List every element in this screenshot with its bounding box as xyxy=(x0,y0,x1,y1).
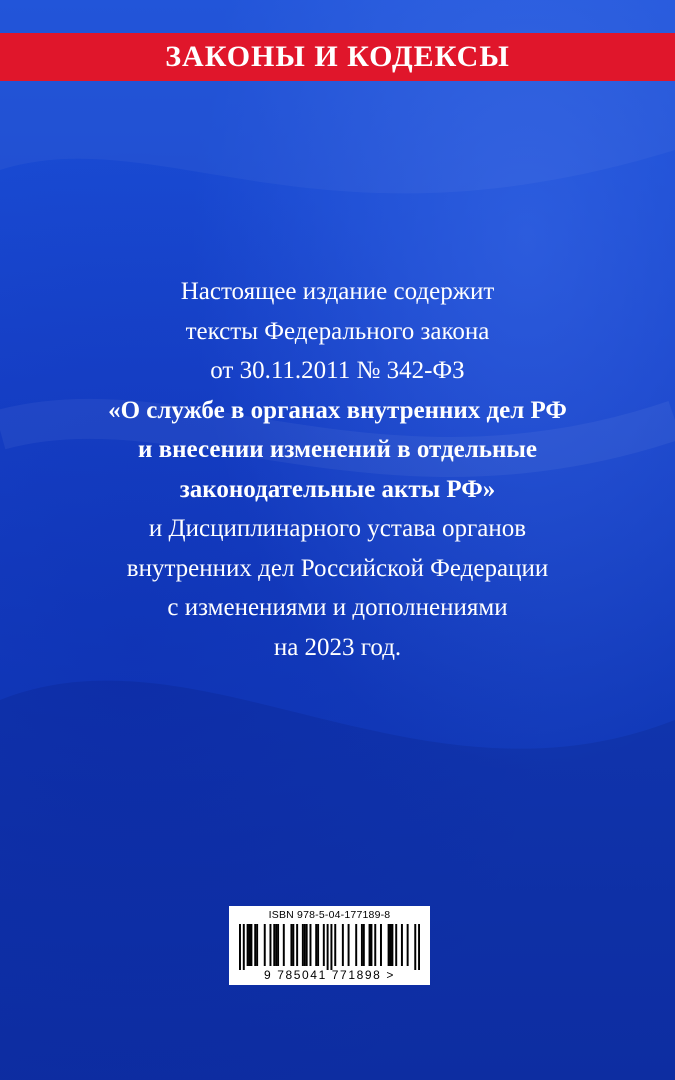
description-line: и Дисциплинарного устава органов xyxy=(148,515,527,542)
barcode-bar xyxy=(247,924,249,966)
barcode-bars xyxy=(239,924,420,970)
barcode-bar xyxy=(374,924,376,966)
description-line: на 2023 год. xyxy=(273,633,402,661)
isbn-barcode xyxy=(229,906,430,985)
barcode-bar xyxy=(327,924,329,970)
barcode-bar xyxy=(315,924,317,966)
barcode-bar xyxy=(309,924,311,966)
description-block xyxy=(20,272,655,667)
barcode-bar xyxy=(390,924,392,966)
barcode-bar xyxy=(302,924,304,966)
barcode-bar xyxy=(414,924,416,970)
description-line: от 30.11.2011 № 342-ФЗ xyxy=(210,357,465,384)
barcode-bar xyxy=(283,924,285,966)
barcode-bar xyxy=(407,924,409,966)
barcode-bar xyxy=(317,924,319,966)
law-title-line: «О службе в органах внутренних дел РФ xyxy=(108,396,567,424)
barcode-bar xyxy=(380,924,382,966)
barcode-bar xyxy=(264,924,266,966)
description-line: тексты Федерального закона xyxy=(185,317,490,345)
isbn-label: ISBN 978-5-04-177189-8 xyxy=(268,909,391,921)
barcode-bar xyxy=(239,924,241,970)
barcode-bar xyxy=(256,924,258,966)
barcode-bar xyxy=(243,924,245,970)
barcode-bar xyxy=(363,924,365,966)
barcode-bar xyxy=(361,924,363,966)
barcode-bar xyxy=(273,924,275,966)
barcode-bar xyxy=(269,924,271,966)
barcode-bar xyxy=(355,924,357,966)
barcode-bar xyxy=(254,924,256,966)
barcode-bar xyxy=(296,924,298,966)
description-line: Настоящее издание содержит xyxy=(180,278,495,305)
law-title-line: законодательные акты РФ» xyxy=(179,475,496,503)
series-banner xyxy=(0,33,675,81)
barcode-bar xyxy=(418,924,420,970)
description-line: с изменениями и дополнениями xyxy=(167,594,508,621)
barcode-bar xyxy=(304,924,306,966)
barcode-bar xyxy=(330,924,332,970)
barcode-bar xyxy=(306,924,308,966)
barcode-bar xyxy=(250,924,252,966)
barcode-bar xyxy=(323,924,325,966)
barcode-bar xyxy=(275,924,277,966)
ean-digits: 9 785041 771898 > xyxy=(264,968,395,982)
barcode-bar xyxy=(395,924,397,966)
barcode-bar xyxy=(391,924,393,966)
barcode-bar xyxy=(290,924,292,966)
barcode-bar xyxy=(369,924,371,966)
barcode-bar xyxy=(334,924,336,966)
barcode-bar xyxy=(249,924,251,966)
barcode-bar xyxy=(388,924,390,966)
law-title-line: и внесении изменений в отдельные xyxy=(138,436,537,463)
barcode-bar xyxy=(401,924,403,966)
barcode-bar xyxy=(370,924,372,966)
barcode-bar xyxy=(292,924,294,966)
barcode-bar xyxy=(348,924,350,966)
series-title: ЗАКОНЫ И КОДЕКСЫ xyxy=(165,40,510,73)
description-line: внутренних дел Российской Федерации xyxy=(126,554,549,582)
barcode-bar xyxy=(342,924,344,966)
barcode-bar xyxy=(277,924,279,966)
